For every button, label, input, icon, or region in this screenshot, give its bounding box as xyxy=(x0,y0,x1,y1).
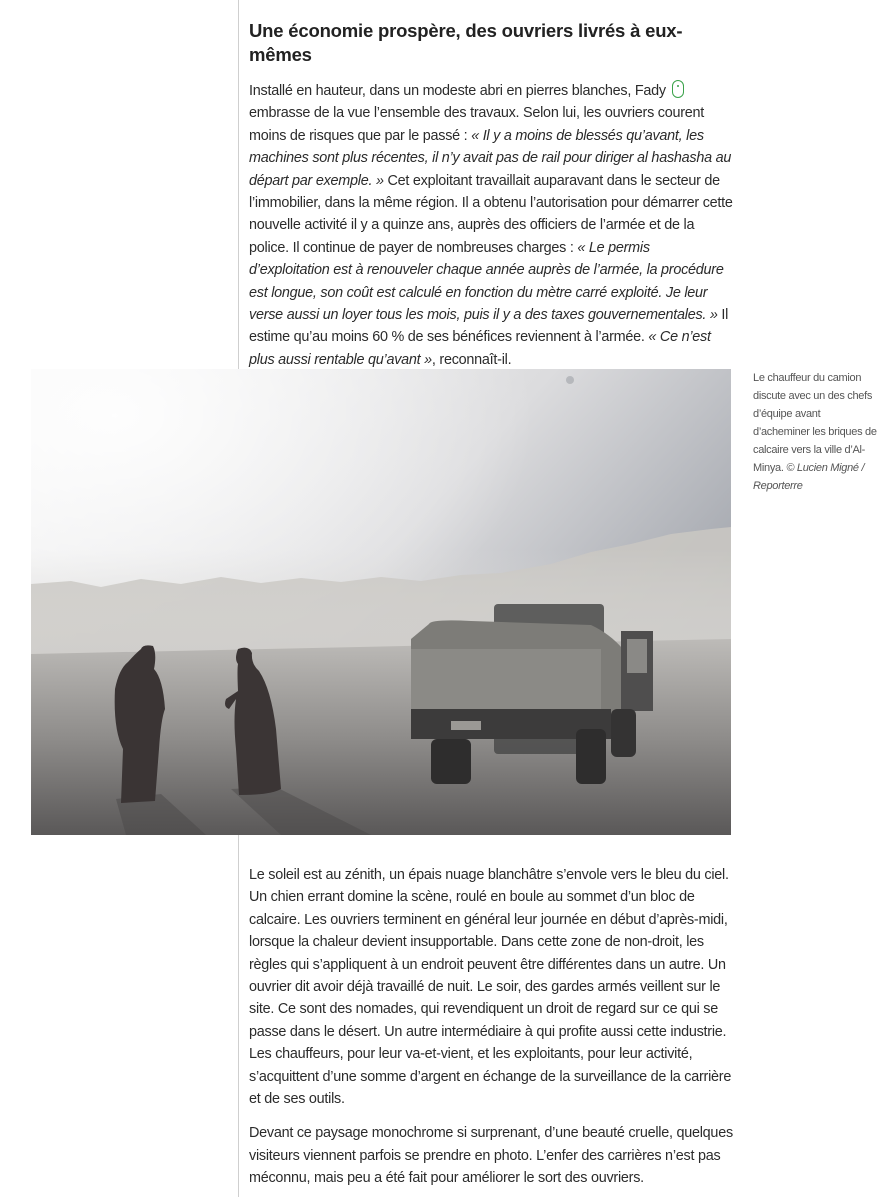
paragraph-3: Devant ce paysage monochrome si surprenant, d’une beauté cruelle, quelques visiteurs viennent parfois se prendre en photo. L’enfer des carrières n’est pas méconnu, mais peu a été fait pour améliorer le sort des ouvriers. xyxy=(249,1125,733,1187)
paragraph-text: embrasse de la vue l’ensemble des travaux. Selon lui, les ouvriers courent moins de risques que par le passé : xyxy=(249,105,705,144)
photo-caption xyxy=(753,369,877,495)
footnote-marker-icon[interactable] xyxy=(672,80,684,98)
quote: « Il y a moins de blessés qu’avant, les machines sont plus récentes, il n’y avait pas de rail pour diriger al hashasha au départ par exemple. » xyxy=(249,127,732,189)
quote: « Ce n’est plus aussi rentable qu’avant » xyxy=(249,329,711,368)
article-photo[interactable] xyxy=(31,369,731,835)
paragraph-1 xyxy=(249,80,733,371)
article-bottom-section xyxy=(249,864,733,1202)
column-rule-top xyxy=(238,0,239,369)
paragraph-2: Le soleil est au zénith, un épais nuage blanchâtre s’envole vers le bleu du ciel. Un chien errant domine la scène, roulé en boule au sommet d’un bloc de calcaire. Les ouvriers terminent en général leur journée en début d’après-midi, lorsque la chaleur devient insupportable. Dans cette zone de non-droit, les règles qui s’appliquent à un endroit peuvent être différentes dans un autre. Un ouvrier dit avoir déjà travaillé de nuit. Le soir, des gardes armés veillent sur le site. Ce sont des nomades, qui revendiquent un droit de regard sur ce qui se passe dans le désert. Un autre intermédiaire à qui profite aussi cette industrie. Les chauffeurs, pour leur va-et-vient, et les exploitants, pour leur activité, s’acquittent d’une somme d’argent en échange de la surveillance de la carrière et de ses outils. xyxy=(249,867,732,1108)
paragraph-text: , reconnaît-il. xyxy=(431,351,512,368)
article-top-section xyxy=(249,19,733,383)
paragraph-text: Installé en hauteur, dans un modeste abri en pierres blanches, Fady xyxy=(249,83,670,99)
caption-text: Le chauffeur du camion discute avec un des chefs d’équipe avant d’acheminer les briques de calcaire vers la ville d’Al-Minya. xyxy=(753,372,877,474)
column-rule-bottom xyxy=(238,835,239,1197)
quote: « Le permis d’exploitation est à renouveler chaque année auprès de l’armée, la procédure est longue, son coût est calculé en fonction du mètre carré exploité. Je leur verse aussi un loyer tous les mois, puis il y a des taxes gouvernementales. » xyxy=(249,239,724,324)
paragraph-text: Il estime qu’au moins 60 % de ses bénéfices reviennent à l’armée. xyxy=(249,307,729,346)
paragraph-text: Cet exploitant travaillait auparavant dans le secteur de l’immobilier, dans la même région. Il a obtenu l’autorisation pour démarrer cette nouvelle activité il y a quinze ans, auprès des officiers de l’armée et de la police. Il continue de payer de nombreuses charges : xyxy=(249,172,733,256)
photo-credit: © Lucien Migné / Reporterre xyxy=(753,462,865,492)
photo-illustration xyxy=(31,369,731,835)
section-title: Une économie prospère, des ouvriers livrés à eux-mêmes xyxy=(249,20,683,65)
